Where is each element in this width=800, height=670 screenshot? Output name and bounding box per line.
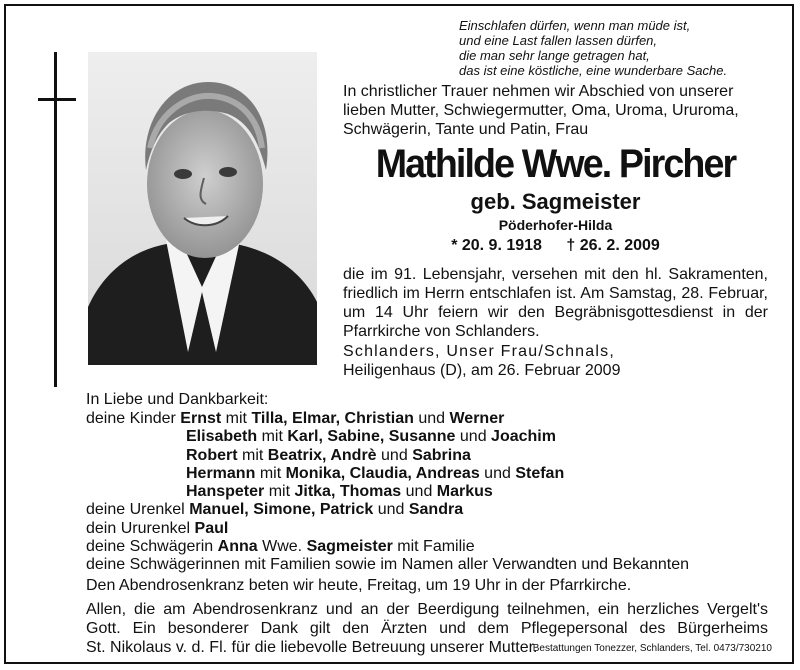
child-partner-last: Joachim: [491, 428, 556, 446]
join-word: und: [377, 501, 405, 519]
place-line: Schlanders, Unser Frau/Schnals,: [343, 343, 615, 360]
death-date: † 26. 2. 2009: [566, 237, 660, 254]
intro-line: In christlicher Trauer nehmen wir Abschied von unserer: [343, 83, 734, 100]
poem-line: Einschlafen dürfen, wenn man müde ist,: [459, 18, 691, 33]
family-row-great-grandchildren: [86, 501, 786, 519]
join-word: und: [459, 428, 487, 446]
great-grandchildren-prefix: deine Urenkel: [86, 501, 185, 519]
child-partner-last: Markus: [436, 483, 493, 501]
maiden-name: geb. Sagmeister: [470, 189, 641, 214]
child-name: Hanspeter: [186, 483, 265, 501]
cross-icon-bar: [38, 98, 76, 101]
undertaker-credit: Bestattungen Tonezzer, Schlanders, Tel. 0473/730210: [532, 643, 772, 654]
place-line: Heiligenhaus (D), am 26. Februar 2009: [343, 362, 621, 379]
great-great-name: Paul: [194, 519, 229, 537]
cross-icon: [54, 52, 57, 387]
house-name: Pöderhofer-Hilda: [498, 217, 613, 233]
sister-in-law-first-name: Anna: [217, 538, 258, 556]
join-word: mit: [268, 483, 291, 501]
join-word: und: [418, 410, 446, 427]
child-partner-last: Werner: [449, 410, 505, 427]
poem: [459, 18, 779, 78]
sister-in-law-prefix: deine Schwägerin: [86, 538, 214, 556]
portrait-illustration: [88, 52, 317, 365]
child-partner-last: Sabrina: [412, 446, 471, 464]
join-word: und: [381, 446, 408, 464]
join-word: und: [484, 464, 511, 482]
sister-in-law-last-name: Sagmeister: [306, 538, 393, 556]
child-name: Robert: [186, 446, 238, 464]
family-row-others: deine Schwägerinnen mit Familien sowie im Namen aller Verwandten und Bekannten: [86, 556, 689, 574]
poem-line: die man sehr lange getragen hat,: [459, 48, 650, 63]
join-word: mit: [242, 446, 264, 464]
gratitude-line: Allen, die am Abendrosenkranz und an der Beerdigung teilnehmen, ein herzliches Vergelt's: [86, 601, 768, 618]
family-row-child: [86, 428, 786, 446]
gratitude-line: Gott. Ein besonderer Dank gilt den Ärzten und dem Pflegepersonal des Bürgerheims: [86, 620, 768, 637]
child-partners: Beatrix, Andrè: [267, 446, 377, 464]
place-date: [343, 342, 768, 380]
birth-date: * 20. 9. 1918: [451, 237, 542, 254]
funeral-announcement: die im 91. Lebensjahr, versehen mit den hl. Sakramenten, friedlich im Herrn entschlafen ist. Am Samstag, 28. Februar, um 14 Uhr feiern wir den Begräbnisgottesdienst in der Pfarrkirche von Schlanders.: [343, 266, 768, 340]
sister-in-law-suffix: mit Familie: [397, 538, 475, 556]
family-row-great-great: [86, 520, 786, 538]
family-row-child: [86, 447, 786, 465]
family-row-children: [86, 410, 786, 428]
poem-line: und eine Last fallen lassen dürfen,: [459, 33, 658, 48]
family-row-child: [86, 483, 786, 501]
join-word: mit: [261, 428, 283, 446]
join-word: mit: [259, 464, 282, 482]
child-partners: Karl, Sabine, Susanne: [287, 428, 456, 446]
child-name: Hermann: [186, 464, 256, 482]
deceased-name: Mathilde Wwe. Pircher: [375, 142, 736, 186]
family-list: [86, 410, 786, 575]
child-partners: Monika, Claudia, Andreas: [285, 464, 480, 482]
intro-line: lieben Mutter, Schwiegermutter, Oma, Uroma, Ururoma,: [343, 102, 739, 119]
child-partners: Tilla, Elmar, Christian: [251, 410, 414, 427]
children-prefix: deine Kinder: [86, 410, 176, 427]
rosary-note: Den Abendrosenkranz beten wir heute, Freitag, um 19 Uhr in der Pfarrkirche.: [86, 577, 632, 594]
join-word: mit: [225, 410, 247, 427]
intro-line: Schwägerin, Tante und Patin, Frau: [343, 121, 589, 138]
great-grandchildren-names: Manuel, Simone, Patrick: [189, 501, 374, 519]
child-name: Elisabeth: [186, 428, 258, 446]
child-name: Ernst: [180, 410, 222, 427]
child-partners: Jitka, Thomas: [294, 483, 402, 501]
join-word: und: [405, 483, 433, 501]
gratitude-line: St. Nikolaus v. d. Fl. für die liebevolle Betreuung unserer Mutter.: [86, 639, 538, 656]
great-great-prefix: dein Ururenkel: [86, 519, 191, 537]
great-grandchild-last: Sandra: [408, 501, 464, 519]
family-row-child: [86, 465, 786, 483]
life-dates: [343, 237, 768, 255]
poem-line: das ist eine köstliche, eine wunderbare Sache.: [459, 63, 728, 78]
sister-in-law-title: Wwe.: [262, 538, 303, 556]
thanks-line: In Liebe und Dankbarkeit:: [86, 391, 269, 408]
child-partner-last: Stefan: [515, 464, 565, 482]
portrait-photo: [88, 52, 317, 365]
intro-text: [343, 82, 768, 139]
family-row-sister-in-law: [86, 538, 786, 556]
